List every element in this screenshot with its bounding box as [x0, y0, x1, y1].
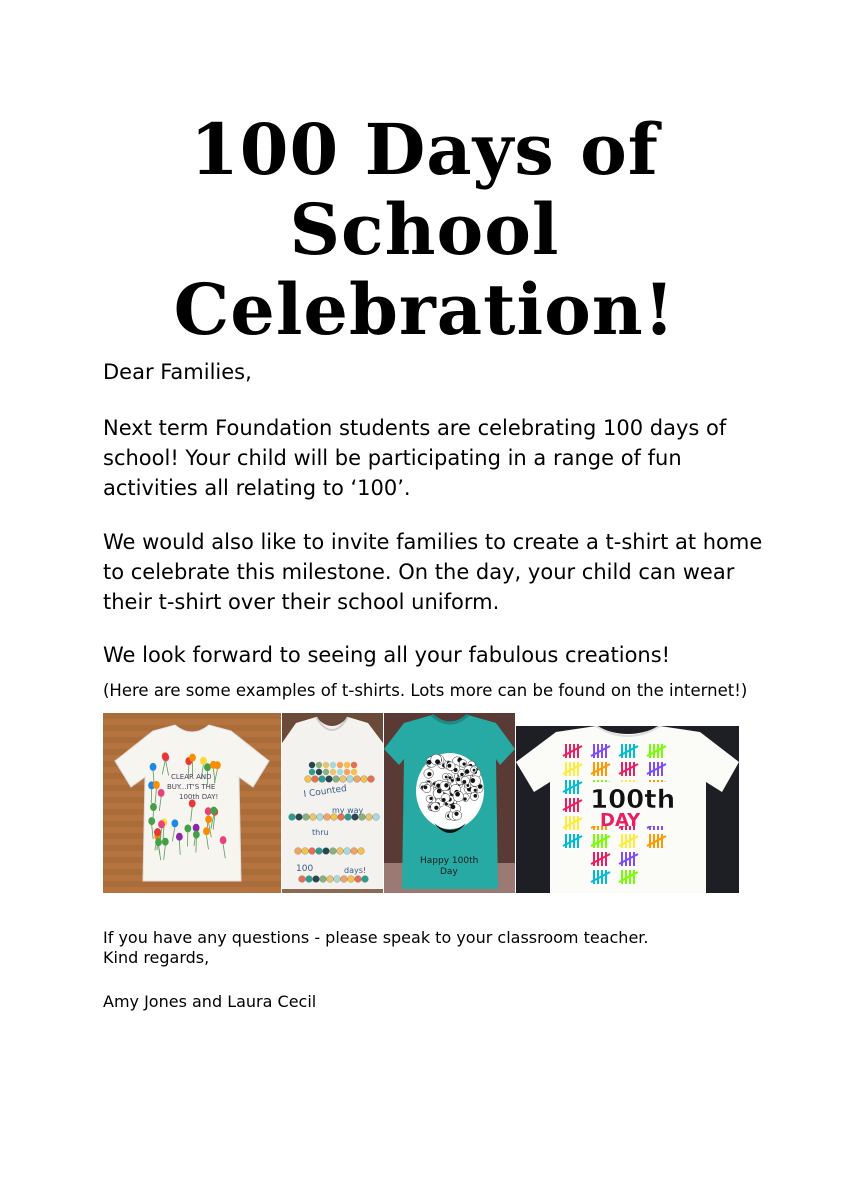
svg-text:100: 100 — [296, 864, 314, 874]
svg-text:I Counted: I Counted — [303, 784, 348, 800]
title-line-3: Celebration! — [173, 268, 676, 351]
tshirt-photo-balloons — [103, 713, 281, 893]
title-line-2: School — [289, 188, 560, 271]
closing-regards: Kind regards, — [103, 948, 210, 967]
tshirt-photo-googly-eyes — [384, 713, 515, 893]
tshirt-photo-tally-marks — [516, 726, 739, 893]
signature: Amy Jones and Laura Cecil — [103, 992, 317, 1011]
svg-text:DAY: DAY — [600, 810, 641, 831]
title-line-1: 100 Days of — [190, 108, 659, 191]
svg-text:BUY...IT'S THE: BUY...IT'S THE — [167, 783, 216, 791]
examples-note: (Here are some examples of t-shirts. Lots more can be found on the internet!) — [103, 681, 748, 700]
svg-text:Day: Day — [440, 867, 458, 877]
svg-text:Happy 100th: Happy 100th — [420, 856, 479, 866]
page-title — [0, 110, 849, 350]
closing-block — [103, 928, 763, 968]
tshirt-examples-gallery — [103, 713, 739, 893]
paragraph-tshirt: We would also like to invite families to create a t-shirt at home to celebrate this milestone. On the day, your child can wear their t-shirt over their school uniform. — [103, 530, 763, 614]
paragraph-intro: Next term Foundation students are celebrating 100 days of school! Your child will be participating in a range of fun activities all relating to ‘100’. — [103, 416, 727, 500]
svg-text:100th: 100th — [590, 785, 676, 815]
tshirt-photo-buttons — [282, 713, 383, 893]
svg-text:100th DAY!: 100th DAY! — [179, 793, 219, 801]
svg-text:thru: thru — [312, 828, 329, 837]
greeting: Dear Families, — [103, 360, 252, 384]
closing-questions: If you have any questions - please speak to your classroom teacher. — [103, 928, 649, 947]
paragraph-look-forward: We look forward to seeing all your fabulous creations! — [103, 643, 671, 667]
shirt1-text: CLEAR AND — [171, 773, 212, 781]
svg-text:days!: days! — [344, 866, 367, 875]
svg-text:my way: my way — [332, 806, 364, 815]
